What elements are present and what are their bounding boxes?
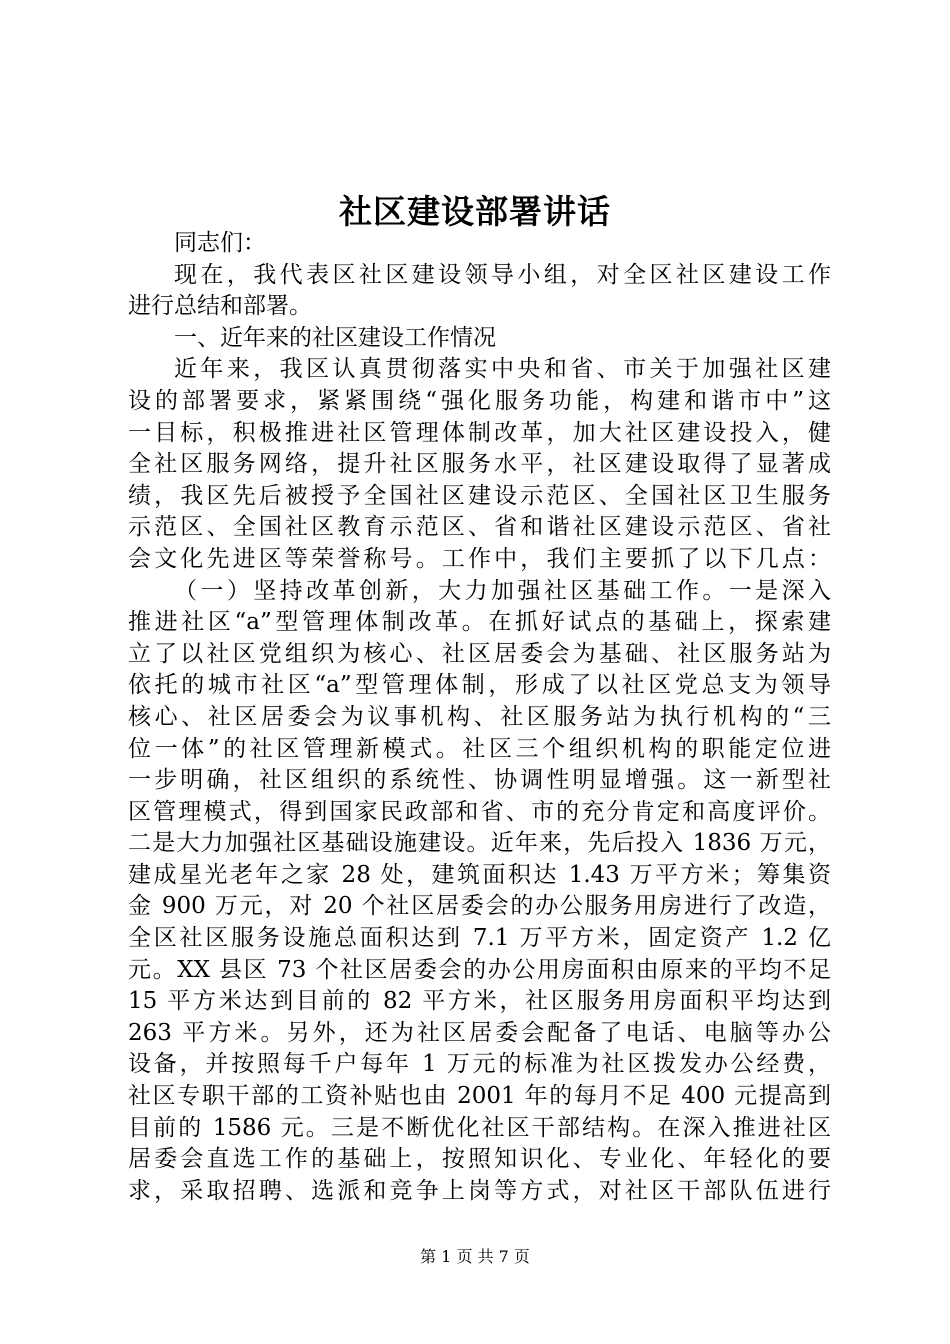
page-footer: 第 1 页 共 7 页 [420,1247,530,1266]
text-line: 263 平方米。另外，还为社区居委会配备了电话、电脑等办公 [128,1019,831,1046]
text-line: 推进社区“a”型管理体制改革。在抓好试点的基础上，探索建 [128,609,831,636]
text-line: 进行总结和部署。 [128,293,312,320]
text-line: 会文化先进区等荣誉称号。工作中，我们主要抓了以下几点： [128,545,831,572]
text-line: 社区专职干部的工资补贴也由 2001 年的每月不足 400 元提高到 [128,1083,831,1110]
text-line: 15 平方米达到目前的 82 平方米，社区服务用房面积平均达到 [128,988,831,1015]
text-line: 全社区服务网络，提升社区服务水平，社区建设取得了显著成 [128,451,831,478]
text-line: 金 900 万元，对 20 个社区居委会的办公服务用房进行了改造， [128,893,831,920]
text-line: 全区社区服务设施总面积达到 7.1 万平方米，固定资产 1.2 亿 [128,925,831,952]
text-line: 求，采取招聘、选派和竞争上岗等方式，对社区干部队伍进行 [128,1177,831,1204]
document-body [128,228,831,1207]
text-line: 绩，我区先后被授予全国社区建设示范区、全国社区卫生服务 [128,482,831,509]
text-line: 一目标，积极推进社区管理体制改革，加大社区建设投入，健 [128,419,831,446]
text-line: 示范区、全国社区教育示范区、省和谐社区建设示范区、省社 [128,514,831,541]
text-line: 目前的 1586 元。三是不断优化社区干部结构。在深入推进社区 [128,1114,831,1141]
document-title: 社区建设部署讲话 [339,192,611,231]
text-line: 区管理模式，得到国家民政部和省、市的充分肯定和高度评价。 [128,798,831,825]
text-line: 立了以社区党组织为核心、社区居委会为基础、社区服务站为 [128,640,831,667]
text-line: 建成星光老年之家 28 处，建筑面积达 1.43 万平方米；筹集资 [128,861,831,888]
text-line: 现在，我代表区社区建设领导小组，对全区社区建设工作 [174,261,831,288]
text-line: 元。XX 县区 73 个社区居委会的办公用房面积由原来的平均不足 [128,956,831,983]
text-line: 设备，并按照每千户每年 1 万元的标准为社区拨发办公经费， [128,1051,831,1078]
text-line: 近年来，我区认真贯彻落实中央和省、市关于加强社区建 [174,356,831,383]
text-line: （一）坚持改革创新，大力加强社区基础工作。一是深入 [174,577,831,604]
text-line: 核心、社区居委会为议事机构、社区服务站为执行机构的“三 [128,703,831,730]
text-line: 居委会直选工作的基础上，按照知识化、专业化、年轻化的要 [128,1146,831,1173]
text-line: 同志们： [174,230,266,256]
text-line: 一步明确，社区组织的系统性、协调性明显增强。这一新型社 [128,767,831,794]
text-line: 二是大力加强社区基础设施建设。近年来，先后投入 1836 万元， [128,830,831,857]
text-line: 依托的城市社区“a”型管理体制，形成了以社区党总支为领导 [128,672,831,699]
text-line: 设的部署要求，紧紧围绕“强化服务功能，构建和谐市中”这 [128,387,831,414]
text-line: 一、近年来的社区建设工作情况 [174,324,496,351]
text-line: 位一体”的社区管理新模式。社区三个组织机构的职能定位进 [128,735,831,762]
